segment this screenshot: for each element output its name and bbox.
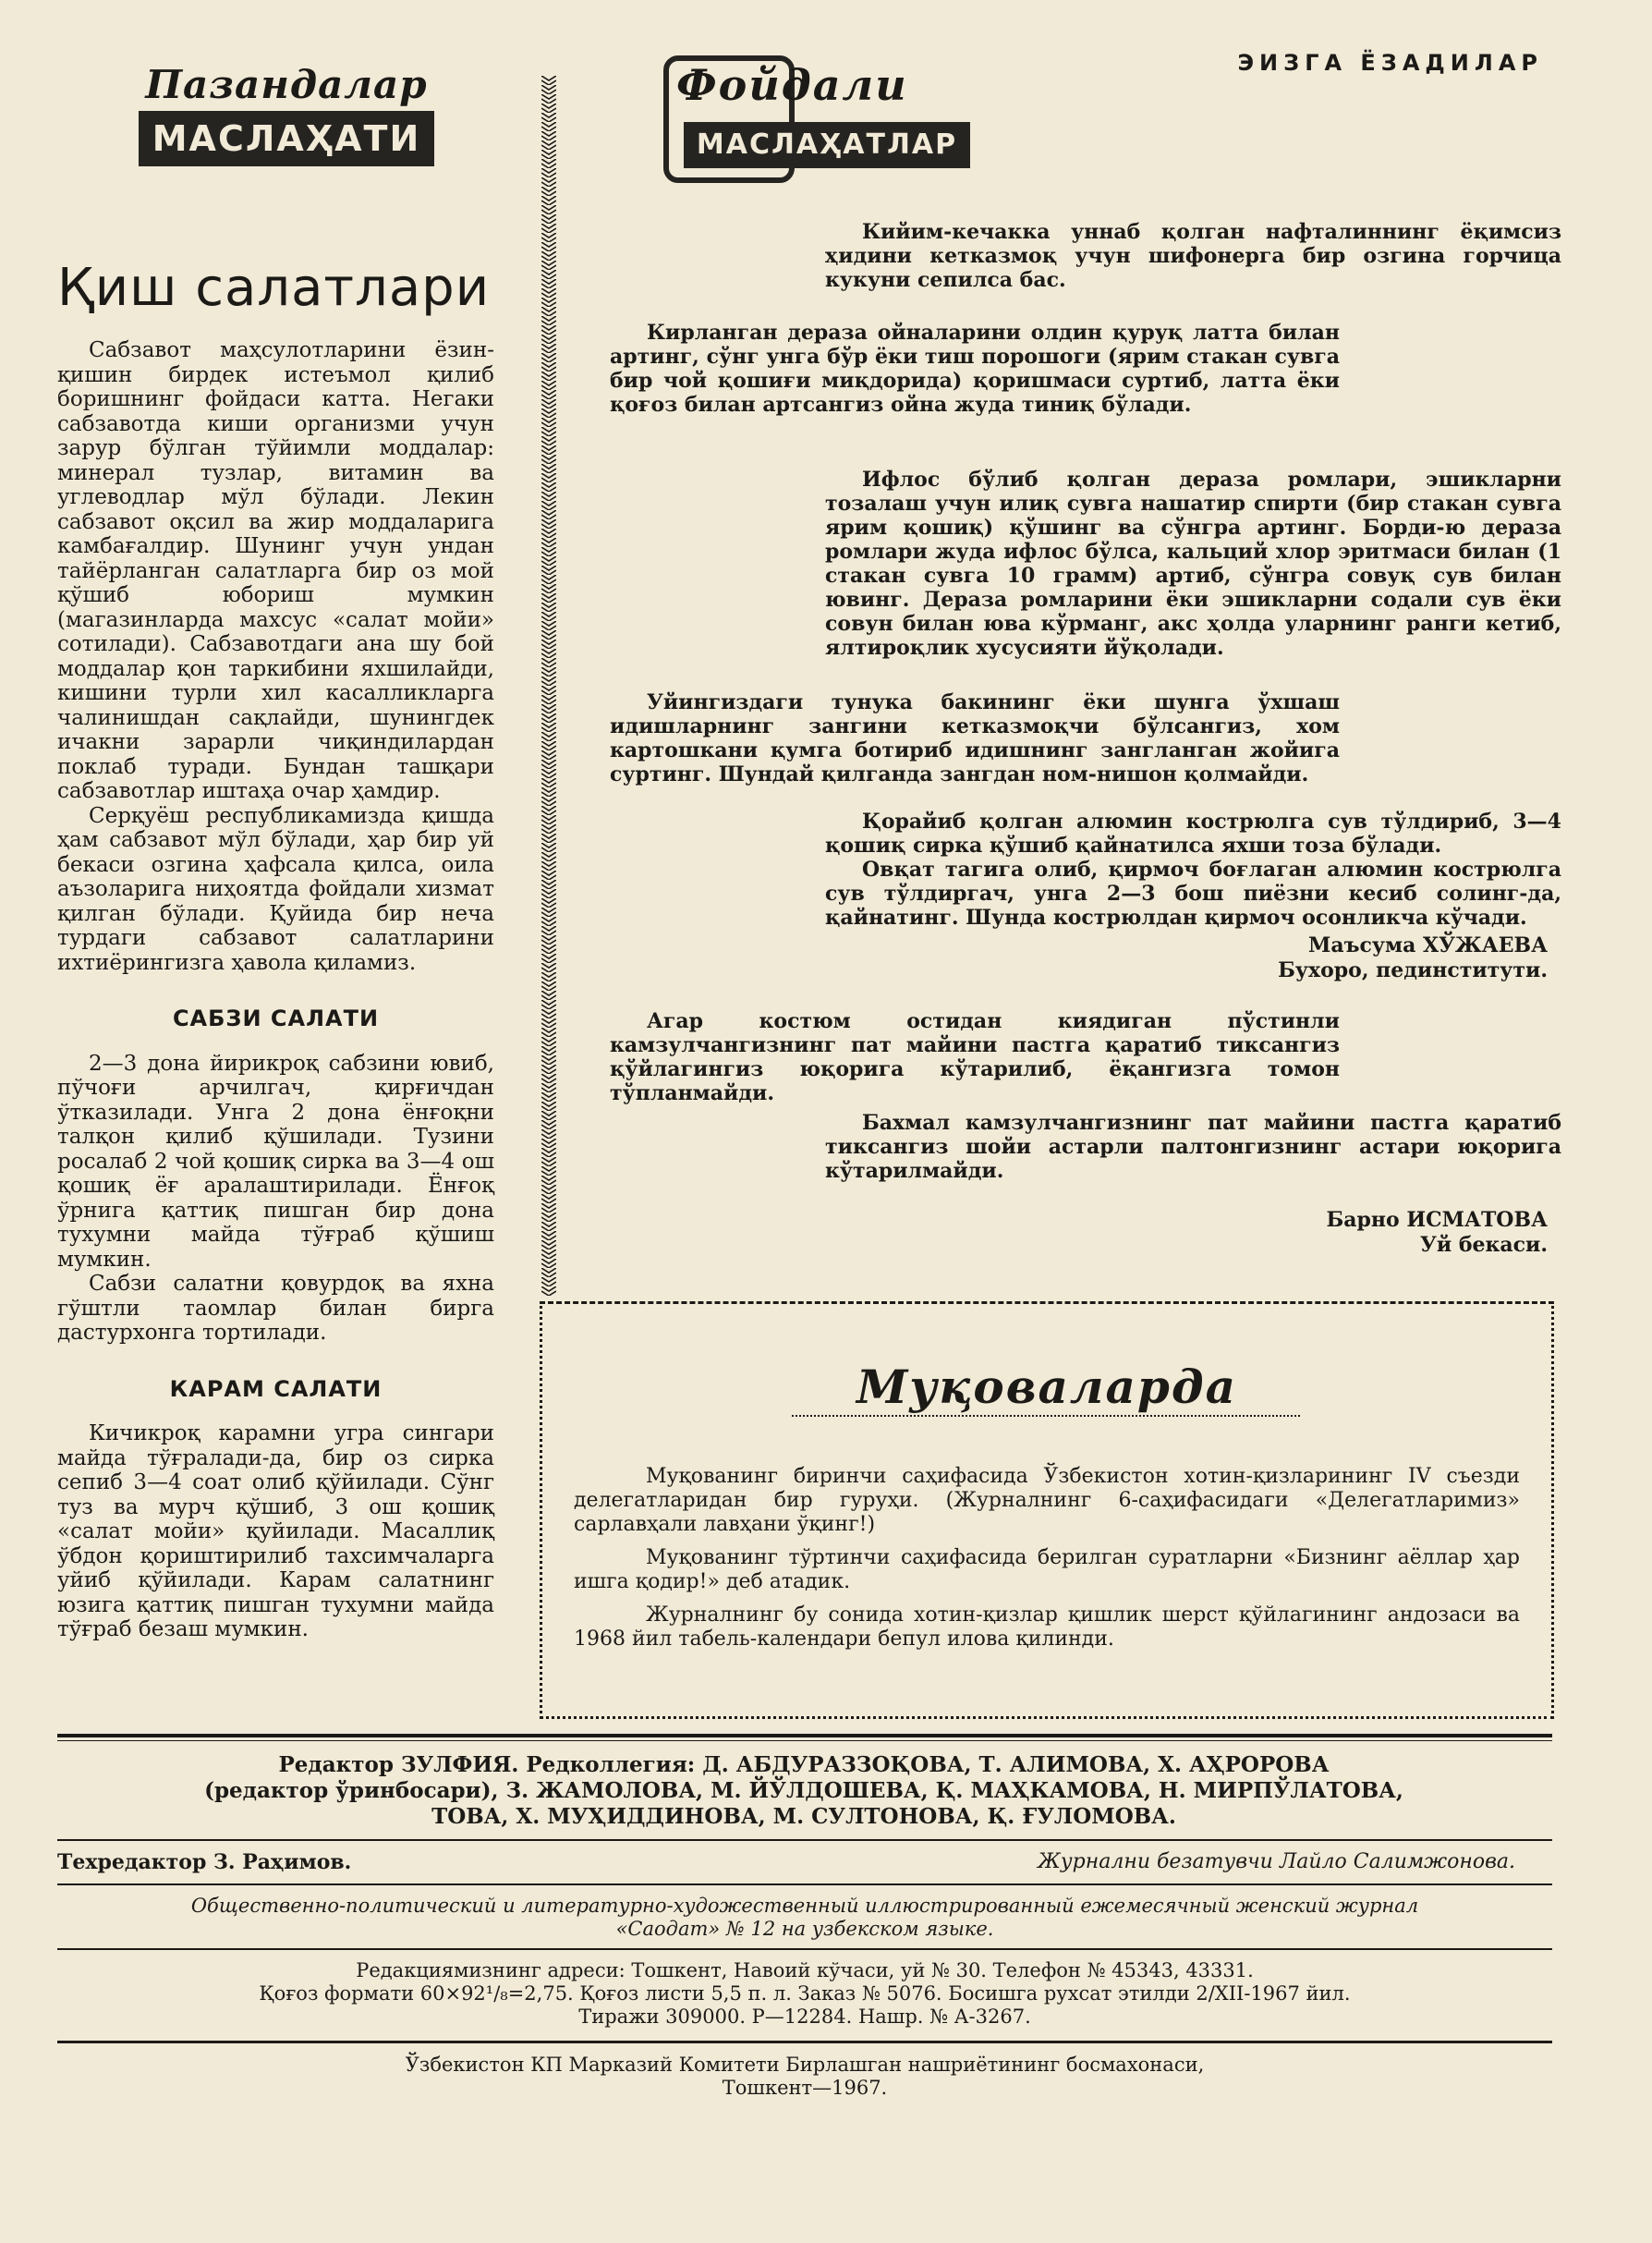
- designer: Журнални безатувчи Лайло Салимжонова.: [1038, 1850, 1515, 1873]
- tip-velvet: [825, 1111, 1561, 1183]
- salad-article: [57, 338, 494, 1642]
- editorial-board: [139, 1752, 1469, 1830]
- right-stamp: [663, 48, 978, 179]
- tip-text: Кирланган дераза ойналарини олдин қуруқ латта билан артинг, сўнг унга бўр ёки тиш порошоги (ярим стакан сувга бир чой қошиғи миқдорида) қоришмаси суртиб, латта ёки қоғоз билан артсангиз ойна жуда тиниқ бўлади.: [610, 321, 1340, 417]
- tip-text: Кийим-кечакка уннаб қолган нафталиннинг ёқимсиз ҳидини кетказмоқ учун шифонерга бир озгина горчица кукуни сепилса бас.: [825, 220, 1561, 292]
- signature-role: Уй бекаси.: [1419, 1233, 1548, 1257]
- covers-box: [540, 1301, 1554, 1719]
- details-line: Қоғоз формати 60×92¹/₈=2,75. Қоғоз листи 5,5 п. л. Заказ № 5076. Босишга рухсат этилди 2/XII-1967 йил.: [259, 1982, 1351, 2005]
- footer-rule: [57, 1883, 1552, 1885]
- details-line: Тиражи 309000. Р—12284. Нашр. № А-3267.: [578, 2005, 1031, 2028]
- tip-windows: [610, 321, 1340, 417]
- tip-naphthalene: [825, 220, 1561, 292]
- covers-text: [574, 1465, 1520, 1661]
- column-divider: [541, 76, 556, 1296]
- intro-paragraph: Серқуёш республикамизда қишда ҳам сабзавот мўл бўлади, ҳар бир уй бекаси озгина ҳафсала қилса, оила аъзоларига ниҳоятда фойдали хизмат қилган бўлади. Қуйида бир неча турдаги сабзавот салатларини ихтиёрингизга ҳавола қиламиз.: [57, 803, 494, 975]
- karam-paragraph: Кичикроқ карамни угра сингари майда тўғралади-да, бир оз сирка сепиб 3—4 соат олиб қўйилади. Сўнг туз ва мурч қўшиб, 3 ош қошиқ «салат мойи» қуйилади. Масаллиқ ўбдон қориштирилиб тахсимчаларга уйиб қўйилади. Карам салатнинг юзига қаттиқ пишган тухумни майда тўғраб безаш мумкин.: [57, 1421, 494, 1641]
- russian-imprint: [57, 1895, 1552, 1941]
- tip-text: Бахмал камзулчангизнинг пат майини пастга қаратиб тиксангиз шойи астарли палтонгизнинг астари юқорига кўтарилмайди.: [825, 1111, 1561, 1183]
- right-stamp-script: Фойдали: [676, 60, 908, 110]
- sabzi-paragraph: Сабзи салатни қовурдоқ ва яхна гўштли таомлар билан бирга дастурхонга тортилади.: [57, 1272, 494, 1345]
- imprint-line: «Саодат» № 12 на узбекском языке.: [615, 1918, 994, 1940]
- footer-rule: [57, 1839, 1552, 1841]
- tech-editor: Техредактор З. Раҳимов.: [57, 1850, 352, 1874]
- footer-rule-thick: [57, 1734, 1552, 1737]
- tip-text: Ифлос бўлиб қолган дераза ромлари, эшикларни тозалаш учун илиқ сувга нашатир спирти (бир стакан сувга ярим қошиқ) қўшинг ва сўнгра артинг. Борди-ю дераза ромлари жуда ифлос бўлса, кальций хлор эритмаси билан (1 стакан сувга 10 грамм) артиб, сўнгра совуқ сув билан ювинг. Дераза ромларини ёки эшикларни содали сув ёки совун билан юва кўрманг, акс ҳолда уларнинг ранги кетиб, ялтироқлик хусусияти йўқолади.: [825, 468, 1561, 660]
- imprint-line: Общественно-политический и литературно-художественный иллюстрированный ежемесячный женский журнал: [190, 1895, 1419, 1917]
- left-stamp-script: Пазандалар: [145, 62, 428, 107]
- footer-rule: [57, 2041, 1552, 2043]
- covers-paragraph: Муқованинг тўртинчи саҳифасида берилган суратларни «Бизнинг аёллар ҳар ишга қодир!» деб атадик.: [574, 1546, 1520, 1593]
- tip-vest: [610, 1009, 1340, 1105]
- footer-rule-thin: [57, 1740, 1552, 1741]
- signature-name: Маъсума ХЎЖАЕВА: [1308, 933, 1548, 957]
- editorial-line: Редактор ЗУЛФИЯ. Редколлегия: Д. АБДУРАЗЗОҚОВА, Т. АЛИМОВА, Х. АҲРОРОВА: [278, 1752, 1330, 1777]
- sabzi-heading: САБЗИ САЛАТИ: [172, 1006, 380, 1031]
- tip-text: Овқат тагига олиб, қирмоч боғлаган алюмин кострюлга сув тўлдиргач, унга 2—3 бош пиёзни кесиб солинг-да, қайнатинг. Шунда кострюлдан қирмоч осонликча кўчади.: [825, 858, 1561, 930]
- editorial-line: ТОВА, Х. МУҲИДДИНОВА, М. СУЛТОНОВА, Қ. ҒУЛОМОВА.: [431, 1804, 1176, 1829]
- tip-frames: [825, 468, 1561, 660]
- tip-text: Уйингиздаги тунука бакининг ёки шунга ўхшаш идишларнинг зангини кетказмоқчи бўлсангиз, хом картошкани қумга ботириб идишнинг зангланган жойига суртинг. Шундай қилганда зангдан ном-нишон қолмайди.: [610, 690, 1340, 786]
- covers-paragraph: Муқованинг биринчи саҳифасида Ўзбекистон хотин-қизларининг IV съезди делегатларидан бир гуруҳи. (Журналнинг 6-саҳифасидаги «Делегатларимиз» сарлавҳали лавҳани ўқинг!): [574, 1465, 1520, 1536]
- covers-paragraph: Журналнинг бу сонида хотин-қизлар қишлик шерст қўйлагининг андозаси ва 1968 йил табель-календари бепул илова қилинди.: [574, 1603, 1520, 1651]
- covers-heading-underline: [792, 1415, 1300, 1417]
- publication-details: [57, 1959, 1552, 2029]
- signature-place: Бухоро, пединститути.: [1278, 958, 1548, 982]
- printer-line: Тошкент—1967.: [722, 2077, 888, 2099]
- tip-text: Қорайиб қолган алюмин кострюлга сув тўлдириб, 3—4 қошиқ сирка қўшиб қайнатилса яхши тоза бўлади.: [825, 810, 1561, 858]
- tip-text: Агар костюм остидан киядиган пўстинли камзулчангизнинг пат майини пастга қаратиб тикcангиз қўйлагингиз юқорига кўтарилиб, ёқангизга томон тўпланмайди.: [610, 1009, 1340, 1105]
- details-line: Редакциямизнинг адреси: Тошкент, Навоий кўчаси, уй № 30. Телефон № 45343, 43331.: [356, 1959, 1254, 1981]
- right-stamp-banner: МАСЛАҲАТЛАР: [684, 122, 970, 168]
- printer-line: Ўзбекистон КП Марказий Комитети Бирлашган нашриётининг босмахонаси,: [405, 2054, 1205, 2076]
- left-stamp: [139, 63, 434, 166]
- signature-khujaeva: [1109, 933, 1548, 983]
- signature-ismatova: [1109, 1208, 1548, 1258]
- signature-name: Барно ИСМАТОВА: [1326, 1208, 1548, 1232]
- left-stamp-banner: МАСЛАҲАТИ: [139, 111, 434, 166]
- running-header: ЭИЗГА ЁЗАДИЛАР: [1237, 50, 1543, 76]
- printer-info: [57, 2054, 1552, 2100]
- covers-heading: Муқоваларда: [856, 1359, 1238, 1414]
- article-title: Қиш салатлари: [57, 258, 491, 318]
- editorial-line: (редактор ўринбосари), З. ЖАМОЛОВА, М. ЙЎЛДОШЕВА, Қ. МАҲКАМОВА, Н. МИРПЎЛАТОВА,: [204, 1778, 1403, 1803]
- intro-paragraph: Сабзавот маҳсулотларини ёзин-қишин бирдек истеъмол қилиб боришнинг фойдаси катта. Негаки сабзавотда киши организми учун зарур бўлган тўйимли моддалар: минерал тузлар, витамин ва углеводлар мўл бўлади. Лекин сабзавот оқсил ва жир моддаларига камбағалдир. Шунинг учун ундан тайёрланган салатларга бир оз мой қўшиб юбориш мумкин (магазинларда махсус «салат мойи» сотилади). Сабзавотдаги ана шу бой моддалар қон таркибини яхшилайди, кишини турли хил касалликларга чалинишдан сақлайди, шунингдек ичакни зарарли чиқиндилардан поклаб туради. Бундан ташқари сабзавотлар иштаҳа очар ҳамдир.: [57, 338, 494, 803]
- tip-rust: [610, 690, 1340, 786]
- tip-aluminium: [825, 810, 1561, 930]
- sabzi-paragraph: 2—3 дона йирикроқ сабзини ювиб, пўчоғи арчилгач, қирғичдан ўтказилади. Унга 2 дона ёнғоқни талқон қилиб қўшилади. Тузини росалаб 2 чой қошиқ сирка ва 3—4 ош қошиқ ёғ аралаштирилади. Ёнғоқ ўрнига қаттиқ пишган бир дона тухумни майда тўғраб қўшиш мумкин.: [57, 1051, 494, 1272]
- footer-rule: [57, 1948, 1552, 1950]
- karam-heading: КАРАМ САЛАТИ: [169, 1375, 383, 1402]
